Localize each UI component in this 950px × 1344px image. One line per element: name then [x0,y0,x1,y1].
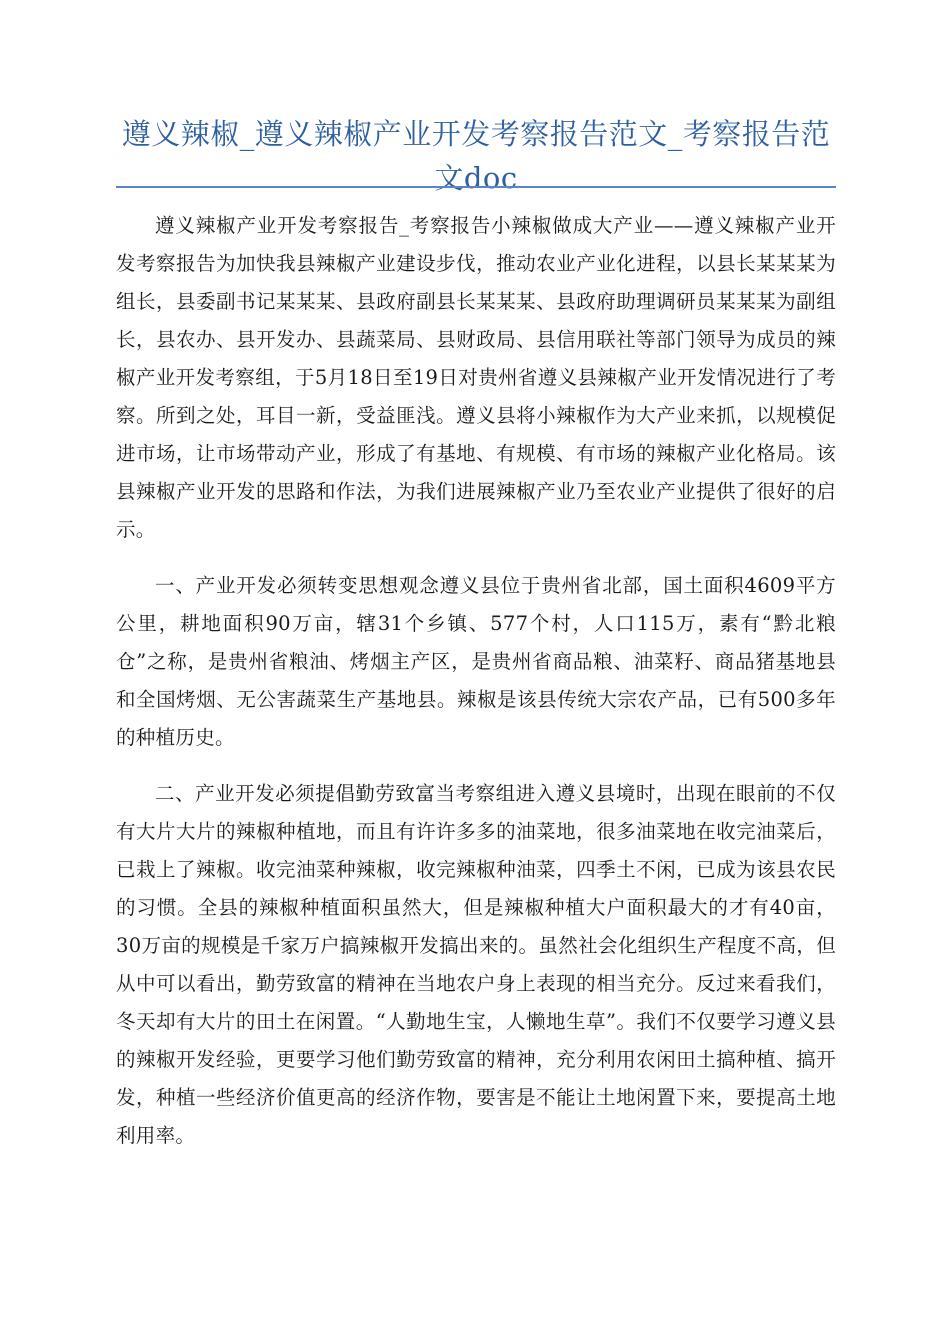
document-title: 遵义辣椒_遵义辣椒产业开发考察报告范文_考察报告范文doc [121,117,831,195]
paragraph-section-1: 一、产业开发必须转变思想观念遵义县位于贵州省北部，国土面积4609平方公里，耕地面积90万亩，辖31个乡镇、577个村，人口115万，素有“黔北粮仓”之称，是贵州省粮油、烤烟主产区，是贵州省商品粮、油菜籽、商品猪基地县和全国烤烟、无公害蔬菜生产基地县。辣椒是该县传统大宗农产品，已有500多年的种植历史。 [116,574,836,749]
document-body [116,207,836,1173]
paragraph-section-2: 二、产业开发必须提倡勤劳致富当考察组进入遵义县境时，出现在眼前的不仅有大片大片的辣椒种植地，而且有许许多多的油菜地，很多油菜地在收完油菜后，已栽上了辣椒。收完油菜种辣椒，收完辣椒种油菜，四季土不闲，已成为该县农民的习惯。全县的辣椒种植面积虽然大，但是辣椒种植大户面积最大的才有40亩，30万亩的规模是千家万户搞辣椒开发搞出来的。虽然社会化组织生产程度不高，但从中可以看出，勤劳致富的精神在当地农户身上表现的相当充分。反过来看我们，冬天却有大片的田土在闲置。“人勤地生宝，人懒地生草”。我们不仅要学习遵义县的辣椒开发经验，更要学习他们勤劳致富的精神，充分利用农闲田土搞种植、搞开发，种植一些经济价值更高的经济作物，要害是不能让土地闲置下来，要提高土地利用率。 [116,782,836,1147]
paragraph-intro: 遵义辣椒产业开发考察报告_考察报告小辣椒做成大产业——遵义辣椒产业开发考察报告为加快我县辣椒产业建设步伐，推动农业产业化进程，以县长某某某为组长，县委副书记某某某、县政府副县长某某某、县政府助理调研员某某某为副组长，县农办、县开发办、县蔬菜局、县财政局、县信用联社等部门领导为成员的辣椒产业开发考察组，于5月18日至19日对贵州省遵义县辣椒产业开发情况进行了考察。所到之处，耳目一新，受益匪浅。遵义县将小辣椒作为大产业来抓，以规模促进市场，让市场带动产业，形成了有基地、有规模、有市场的辣椒产业化格局。该县辣椒产业开发的思路和作法，为我们进展辣椒产业乃至农业产业提供了很好的启示。 [116,214,836,541]
title-divider [116,186,836,188]
